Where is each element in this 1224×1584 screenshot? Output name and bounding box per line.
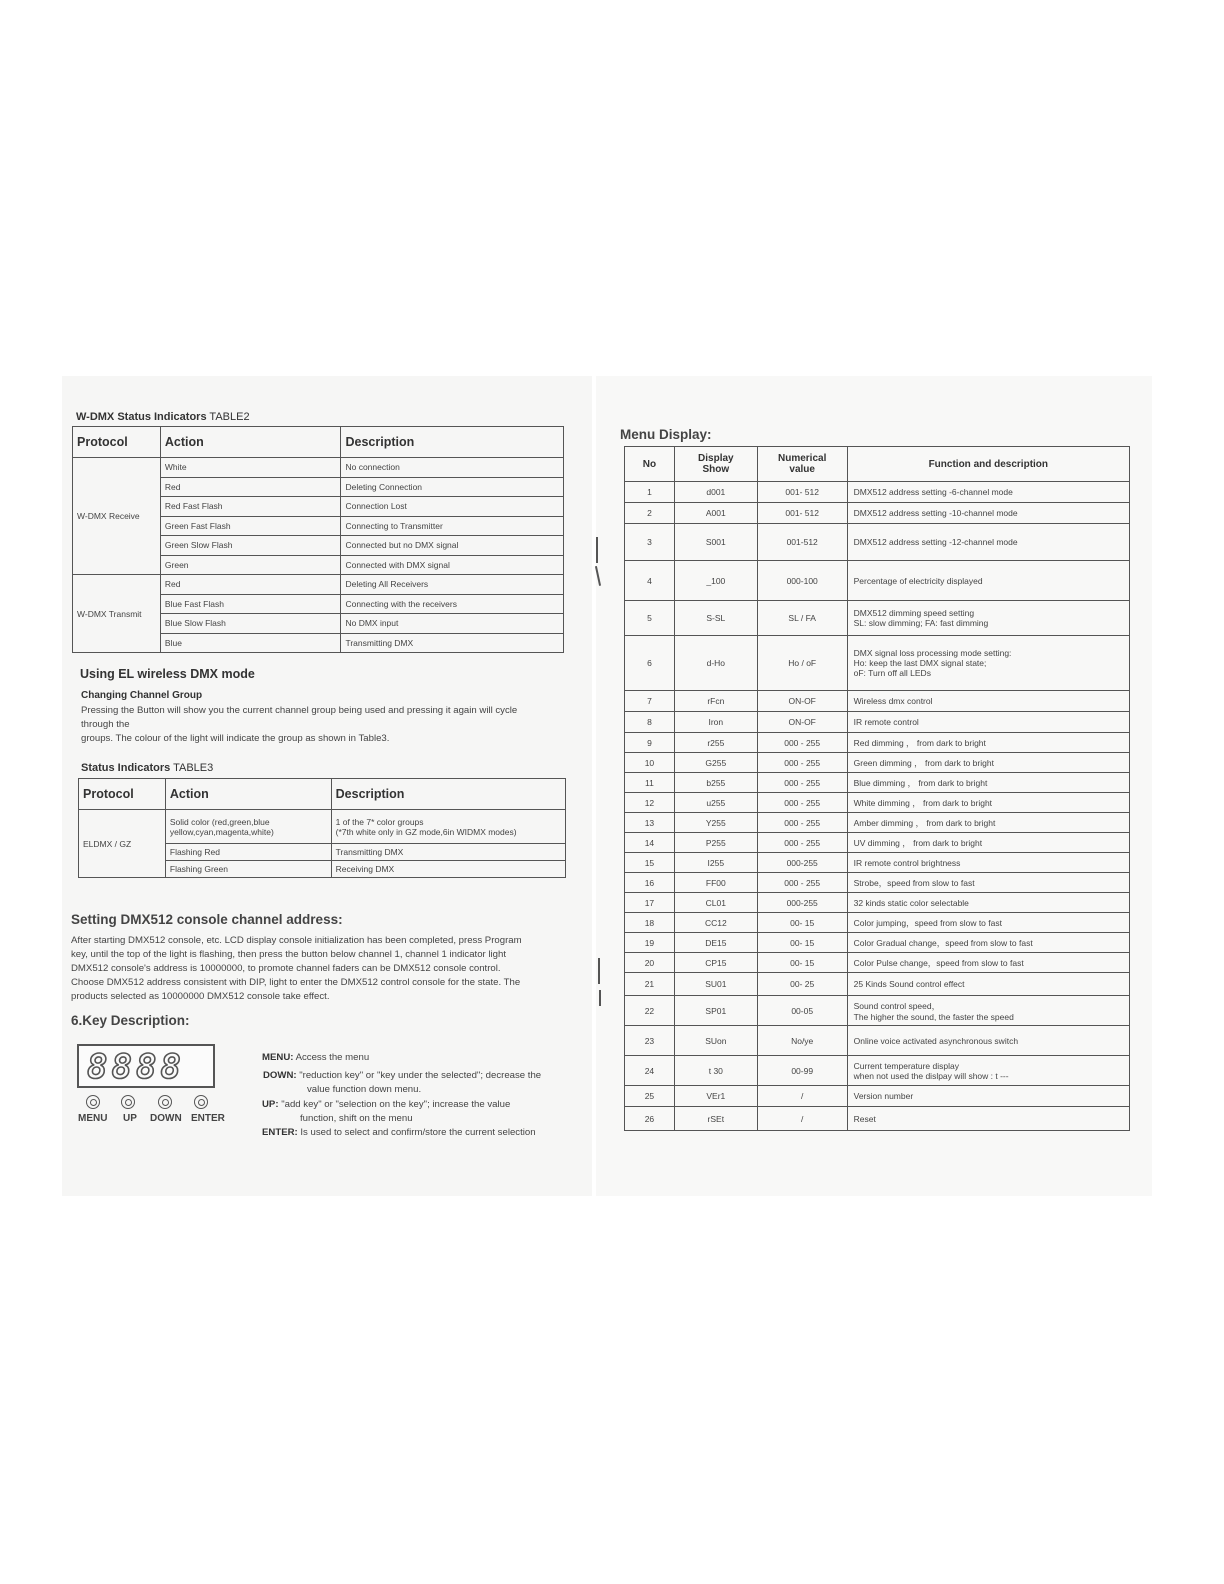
no-cell: 9 — [625, 733, 675, 753]
no-cell: 2 — [625, 503, 675, 524]
display-show-cell: SP01 — [674, 996, 757, 1026]
function-cell — [847, 793, 1129, 813]
down-key-description-cont: value function down menu. — [307, 1084, 422, 1095]
el-mode-line-1: Pressing the Button will show you the current channel group being used and pressing it again will cycle — [81, 705, 518, 716]
function-cell — [847, 933, 1129, 953]
numerical-value-cell: 000 - 255 — [757, 793, 847, 813]
table-row — [625, 973, 1130, 996]
description-cell: Receiving DMX — [331, 861, 565, 878]
function-line: DMX512 address setting -12-channel mode — [853, 537, 1018, 547]
table-row — [625, 636, 1130, 691]
display-show-cell: SU01 — [674, 973, 757, 996]
header-action: Action — [160, 427, 341, 458]
numerical-value-cell: Ho / oF — [757, 636, 847, 691]
description-cell: 1 of the 7* color groups (*7th white only in GZ mode,6in WIDMX modes) — [331, 810, 565, 844]
function-line: Ho: keep the last DMX signal state; — [853, 658, 987, 668]
display-show-cell: t 30 — [674, 1056, 757, 1086]
table-row — [73, 575, 564, 595]
display-show-cell: DE15 — [674, 933, 757, 953]
function-line: Color Gradual change，speed from slow to fast — [853, 937, 1033, 948]
function-line: DMX512 address setting -10-channel mode — [853, 508, 1018, 518]
header-function: Function and description — [847, 447, 1129, 482]
el-mode-line-3: groups. The colour of the light will indicate the group as shown in Table3. — [81, 733, 390, 744]
table-row — [625, 524, 1130, 561]
description-cell: Deleting Connection — [341, 477, 564, 497]
function-line: Current temperature display — [853, 1060, 959, 1071]
no-cell: 8 — [625, 712, 675, 733]
numerical-value-cell: 000 - 255 — [757, 873, 847, 893]
protocol-cell: W-DMX Receive — [73, 458, 161, 575]
display-show-cell: rFcn — [674, 691, 757, 712]
down-key-description: DOWN: "reduction key" or "key under the selected"; decrease the — [263, 1070, 542, 1081]
description-cell: Connected with DMX signal — [341, 555, 564, 575]
numerical-value-cell: 000-255 — [757, 893, 847, 913]
action-cell: Green Fast Flash — [160, 516, 341, 536]
function-cell — [847, 853, 1129, 873]
display-show-cell: A001 — [674, 503, 757, 524]
function-cell — [847, 913, 1129, 933]
up-key-icon[interactable] — [121, 1095, 135, 1109]
table-row — [625, 1086, 1130, 1107]
no-cell: 15 — [625, 853, 675, 873]
table-header-row — [79, 779, 566, 810]
header-protocol: Protocol — [73, 427, 161, 458]
down-key-icon[interactable] — [158, 1095, 172, 1109]
no-cell: 18 — [625, 913, 675, 933]
function-cell — [847, 953, 1129, 973]
function-line: Amber dimming ， from dark to bright — [853, 817, 996, 828]
enter-key-description: ENTER: Is used to select and confirm/store the current selection — [262, 1127, 536, 1138]
display-show-cell: VEr1 — [674, 1086, 757, 1107]
function-line: UV dimming ， from dark to bright — [853, 837, 983, 848]
no-cell: 3 — [625, 524, 675, 561]
function-cell — [847, 691, 1129, 712]
header-numerical-value: Numerical value — [757, 447, 847, 482]
enter-key-label: ENTER — [191, 1113, 225, 1124]
numerical-value-cell: SL / FA — [757, 601, 847, 636]
function-line: Sound control speed， — [853, 1000, 941, 1011]
display-show-cell: Iron — [674, 712, 757, 733]
action-cell: Blue Fast Flash — [160, 594, 341, 614]
numerical-value-cell: 00- 15 — [757, 933, 847, 953]
table-row — [625, 873, 1130, 893]
display-show-cell: S001 — [674, 524, 757, 561]
table-row — [625, 933, 1130, 953]
numerical-value-cell: 000 - 255 — [757, 773, 847, 793]
description-cell: Connected but no DMX signal — [341, 536, 564, 556]
function-cell — [847, 524, 1129, 561]
numerical-value-cell: ON-OF — [757, 712, 847, 733]
table-header-row — [73, 427, 564, 458]
action-cell: Flashing Red — [165, 844, 331, 861]
display-show-cell: u255 — [674, 793, 757, 813]
header-action: Action — [165, 779, 331, 810]
status-table-2 — [72, 426, 564, 653]
function-cell — [847, 1107, 1129, 1131]
menu-display-table — [624, 446, 1130, 1131]
numerical-value-cell: ON-OF — [757, 691, 847, 712]
display-show-cell: I255 — [674, 853, 757, 873]
description-cell: Connection Lost — [341, 497, 564, 517]
function-line: IR remote control brightness — [853, 857, 961, 868]
no-cell: 6 — [625, 636, 675, 691]
no-cell: 20 — [625, 953, 675, 973]
display-show-cell: G255 — [674, 753, 757, 773]
description-cell: Connecting with the receivers — [341, 594, 564, 614]
no-cell: 10 — [625, 753, 675, 773]
display-show-cell: r255 — [674, 733, 757, 753]
function-cell — [847, 561, 1129, 601]
up-key-description: UP: "add key" or "selection on the key"; increase the value — [262, 1099, 511, 1110]
function-line: 25 Kinds Sound control effect — [853, 979, 965, 989]
numerical-value-cell: 001- 512 — [757, 482, 847, 503]
el-mode-paragraph — [81, 704, 581, 746]
function-line: Color jumping，speed from slow to fast — [853, 917, 1002, 928]
action-cell: Blue — [160, 633, 341, 653]
el-mode-title: Using EL wireless DMX mode — [80, 667, 255, 681]
no-cell: 5 — [625, 601, 675, 636]
table-row — [625, 601, 1130, 636]
function-cell — [847, 833, 1129, 853]
protocol-cell: ELDMX / GZ — [79, 810, 166, 878]
table2-caption: W-DMX Status Indicators TABLE2 — [76, 411, 250, 423]
action-cell: Red — [160, 477, 341, 497]
function-line: Reset — [853, 1113, 876, 1124]
menu-key-icon[interactable] — [86, 1095, 100, 1109]
action-cell: Flashing Green — [165, 861, 331, 878]
display-show-cell: SUon — [674, 1026, 757, 1056]
function-line: Color Pulse change，speed from slow to fast — [853, 957, 1024, 968]
table-row — [625, 561, 1130, 601]
no-cell: 1 — [625, 482, 675, 503]
header-description: Description — [341, 427, 564, 458]
header-description: Description — [331, 779, 565, 810]
key-description-title: 6.Key Description: — [71, 1013, 190, 1028]
numerical-value-cell: 000 - 255 — [757, 753, 847, 773]
numerical-value-cell: 001-512 — [757, 524, 847, 561]
table-row — [625, 1107, 1130, 1131]
no-cell: 22 — [625, 996, 675, 1026]
display-show-cell: CC12 — [674, 913, 757, 933]
binding-mark — [599, 990, 601, 1006]
description-cell: Transmitting DMX — [341, 633, 564, 653]
no-cell: 21 — [625, 973, 675, 996]
no-cell: 16 — [625, 873, 675, 893]
dmx512-setting-title: Setting DMX512 console channel address: — [71, 912, 343, 927]
up-key-label: UP — [123, 1113, 137, 1124]
no-cell: 14 — [625, 833, 675, 853]
table-row — [625, 853, 1130, 873]
enter-key-icon[interactable] — [194, 1095, 208, 1109]
no-cell: 19 — [625, 933, 675, 953]
numerical-value-cell: 000-100 — [757, 561, 847, 601]
lcd-digits: 8888 — [87, 1047, 185, 1087]
table-row — [625, 996, 1130, 1026]
no-cell: 7 — [625, 691, 675, 712]
function-line: DMX512 address setting -6-channel mode — [853, 487, 1013, 497]
table-row — [625, 793, 1130, 813]
function-line: oF: Turn off all LEDs — [853, 668, 931, 678]
function-line: DMX signal loss processing mode setting: — [853, 648, 1012, 658]
table-row — [625, 893, 1130, 913]
function-cell — [847, 753, 1129, 773]
no-cell: 17 — [625, 893, 675, 913]
action-cell: Red — [160, 575, 341, 595]
display-show-cell: b255 — [674, 773, 757, 793]
header-no: No — [625, 447, 675, 482]
function-line: The higher the sound, the faster the speed — [853, 1011, 1014, 1022]
header-display-show: Display Show — [674, 447, 757, 482]
function-cell — [847, 1026, 1129, 1056]
no-cell: 4 — [625, 561, 675, 601]
function-cell — [847, 636, 1129, 691]
menu-key-description: MENU: Access the menu — [262, 1052, 370, 1063]
display-show-cell: Y255 — [674, 813, 757, 833]
function-line: when not used the dislpay will show : t --- — [853, 1070, 1009, 1081]
display-show-cell: P255 — [674, 833, 757, 853]
menu-key-label: MENU — [78, 1113, 108, 1124]
table-row — [625, 691, 1130, 712]
header-protocol: Protocol — [79, 779, 166, 810]
menu-display-title: Menu Display: — [620, 427, 712, 442]
lcd-display — [77, 1044, 215, 1088]
numerical-value-cell: 001- 512 — [757, 503, 847, 524]
function-cell — [847, 873, 1129, 893]
function-line: SL: slow dimming; FA: fast dimming — [853, 618, 989, 628]
display-show-cell: rSEt — [674, 1107, 757, 1131]
table-row — [625, 733, 1130, 753]
up-key-description-cont: function, shift on the menu — [300, 1113, 413, 1124]
no-cell: 11 — [625, 773, 675, 793]
table-row — [625, 913, 1130, 933]
description-cell: Connecting to Transmitter — [341, 516, 564, 536]
action-cell: Green — [160, 555, 341, 575]
no-cell: 25 — [625, 1086, 675, 1107]
numerical-value-cell: 00-99 — [757, 1056, 847, 1086]
el-mode-line-2: through the — [81, 719, 130, 730]
numerical-value-cell: / — [757, 1107, 847, 1131]
binding-mark — [596, 537, 598, 563]
function-line: Blue dimming ， from dark to bright — [853, 777, 988, 788]
function-cell — [847, 733, 1129, 753]
table-row — [625, 1026, 1130, 1056]
function-line: Strobe，speed from slow to fast — [853, 877, 975, 888]
function-cell — [847, 712, 1129, 733]
function-cell — [847, 1086, 1129, 1107]
no-cell: 26 — [625, 1107, 675, 1131]
no-cell: 13 — [625, 813, 675, 833]
protocol-cell: W-DMX Transmit — [73, 575, 161, 653]
display-show-cell: FF00 — [674, 873, 757, 893]
function-line: Red dimming ， from dark to bright — [853, 737, 986, 748]
numerical-value-cell: No/ye — [757, 1026, 847, 1056]
function-cell — [847, 1056, 1129, 1086]
description-cell: No DMX input — [341, 614, 564, 634]
function-line: Version number — [853, 1091, 914, 1101]
action-cell: Green Slow Flash — [160, 536, 341, 556]
display-show-cell: CP15 — [674, 953, 757, 973]
numerical-value-cell: 00-05 — [757, 996, 847, 1026]
display-show-cell: _100 — [674, 561, 757, 601]
table-row — [73, 458, 564, 478]
action-cell: Solid color (red,green,blue yellow,cyan,magenta,white) — [165, 810, 331, 844]
description-cell: Transmitting DMX — [331, 844, 565, 861]
action-cell: Red Fast Flash — [160, 497, 341, 517]
table-header-row — [625, 447, 1130, 482]
function-line: 32 kinds static color selectable — [853, 897, 969, 908]
description-cell: No connection — [341, 458, 564, 478]
numerical-value-cell: 000 - 255 — [757, 733, 847, 753]
no-cell: 12 — [625, 793, 675, 813]
table-row — [625, 813, 1130, 833]
function-line: White dimming ， from dark to bright — [853, 797, 993, 808]
table3-caption: Status Indicators TABLE3 — [81, 762, 214, 774]
no-cell: 24 — [625, 1056, 675, 1086]
function-line: Percentage of electricity displayed — [853, 575, 983, 586]
function-cell — [847, 813, 1129, 833]
numerical-value-cell: 000 - 255 — [757, 813, 847, 833]
table-row — [625, 773, 1130, 793]
function-line: Green dimming ， from dark to bright — [853, 757, 994, 768]
table-row — [625, 712, 1130, 733]
el-mode-subtitle: Changing Channel Group — [81, 690, 203, 701]
table-row — [625, 482, 1130, 503]
function-cell — [847, 482, 1129, 503]
binding-mark — [598, 958, 600, 984]
table-row — [625, 953, 1130, 973]
numerical-value-cell: 000-255 — [757, 853, 847, 873]
numerical-value-cell: 000 - 255 — [757, 833, 847, 853]
description-cell: Deleting All Receivers — [341, 575, 564, 595]
function-line: Online voice activated asynchronous switch — [853, 1035, 1019, 1046]
function-cell — [847, 893, 1129, 913]
function-cell — [847, 773, 1129, 793]
numerical-value-cell: 00- 15 — [757, 953, 847, 973]
display-show-cell: S-SL — [674, 601, 757, 636]
table-row — [625, 503, 1130, 524]
function-cell — [847, 503, 1129, 524]
display-show-cell: CL01 — [674, 893, 757, 913]
action-cell: White — [160, 458, 341, 478]
no-cell: 23 — [625, 1026, 675, 1056]
display-show-cell: d-Ho — [674, 636, 757, 691]
action-cell: Blue Slow Flash — [160, 614, 341, 634]
table-row — [625, 753, 1130, 773]
function-line: DMX512 dimming speed setting — [853, 608, 975, 618]
table-row — [79, 810, 566, 844]
dmx512-setting-paragraph: After starting DMX512 console, etc. LCD display console initialization has been completed, press Program key, until the top of the light is flashing, then press the button below channel 1, channel 1 indicator light DMX512 console's address is 10000000, to promote channel faders can be DMX512 console control. Choose DMX512 address consistent with DIP, light to enter the DMX512 control console for the state. The products selected as 10000000 DMX512 console take effect. — [71, 935, 522, 1002]
status-table-3 — [78, 778, 566, 878]
display-show-cell: d001 — [674, 482, 757, 503]
down-key-label: DOWN — [150, 1113, 182, 1124]
numerical-value-cell: 00- 15 — [757, 913, 847, 933]
function-cell — [847, 601, 1129, 636]
function-cell — [847, 973, 1129, 996]
numerical-value-cell: 00- 25 — [757, 973, 847, 996]
table-row — [625, 833, 1130, 853]
function-cell — [847, 996, 1129, 1026]
table-row — [625, 1056, 1130, 1086]
numerical-value-cell: / — [757, 1086, 847, 1107]
function-line: IR remote control — [853, 717, 919, 727]
function-line: Wireless dmx control — [853, 696, 933, 706]
